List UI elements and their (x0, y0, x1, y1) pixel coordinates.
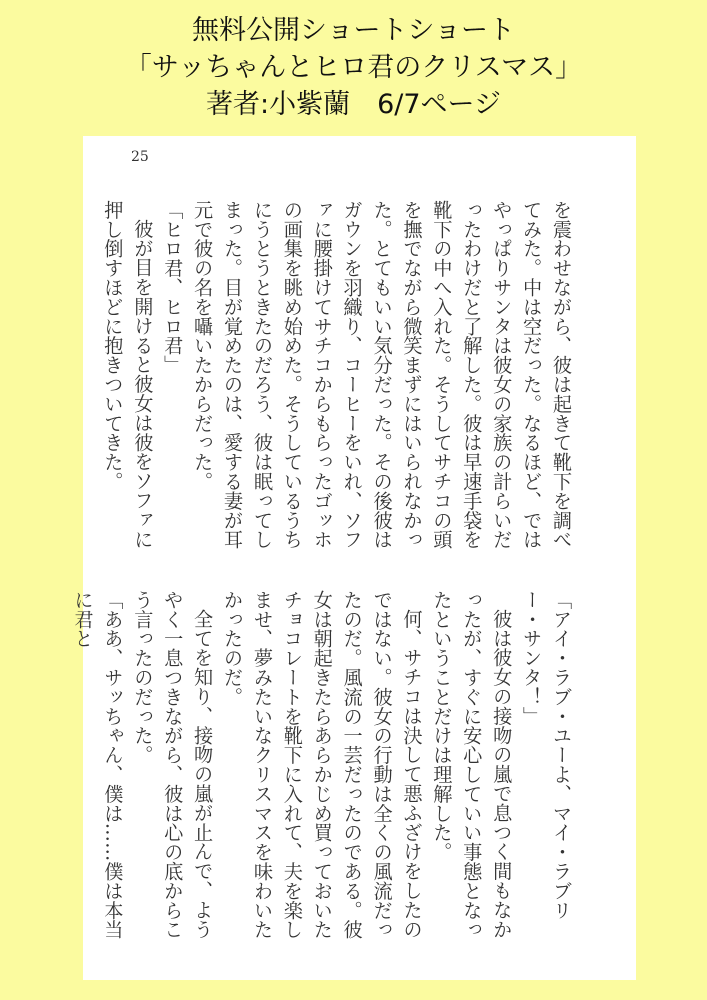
series-title: 無料公開ショートショート (192, 15, 515, 46)
page-number: 25 (131, 149, 149, 165)
header (0, 12, 707, 123)
paragraph: 彼が目を開けると彼女は彼をソファに押し倒すほどに抱きついてきた。 (101, 200, 155, 549)
book-page (71, 136, 636, 980)
paragraph-dialogue: 「アイ・ラブ・ユーよ、マイ・ラブリー・サンタ！」 (520, 590, 573, 920)
story-title: 「サッちゃんとヒロ君のクリスマス」 (124, 52, 583, 83)
paragraph: を震わせながら、彼は起きて靴下を調べてみた。中は空だった。なるほど、ではやっぱりサンタは彼女の家族の計らいだったわけだと了解した。彼は早速手袋を靴下の中へ入れた。そうしてサチコの頭を撫でながら微笑まずにはいられなかった。とてもいい気分だった。その後彼はガウンを羽織り、コーヒーをいれ、ソファに腰掛けてサチコからもらったゴッホの画集を眺め始めた。そうしているうちにうとうときたのだろう、彼は眠ってしまった。目が覚めたのは、愛する妻が耳元で彼の名を囁いたからだった。 (191, 200, 573, 550)
text-block-bottom (71, 590, 576, 940)
paragraph-dialogue: 「ヒロ君、ヒロ君」 (161, 200, 185, 375)
paragraph: 何、サチコは決して悪ふざけをしたのではない。彼女の行動は全くの風流だったのだ。風流の一芸だったのである。彼女は朝起きたらあらかじめ買っておいたチョコレートを靴下に入れて、夫を楽しませ、夢みたいなクリスマスを味わいたかったのだ。 (221, 590, 424, 940)
text-block-top (101, 200, 576, 550)
paragraph: 全てを知り、接吻の嵐が止んで、ようやく一息つきながら、彼は心の底からこう言ったのだった。 (131, 590, 215, 940)
author-page-info: 著者:小紫蘭 6/7ページ (205, 89, 501, 120)
paragraph-dialogue: 「ああ、サッちゃん、僕は……僕は本当に君と (71, 590, 125, 940)
paragraph: 彼は彼女の接吻の嵐で息つく間もなかったが、すぐに安心していい事態となったということだけは理解した。 (430, 590, 514, 940)
